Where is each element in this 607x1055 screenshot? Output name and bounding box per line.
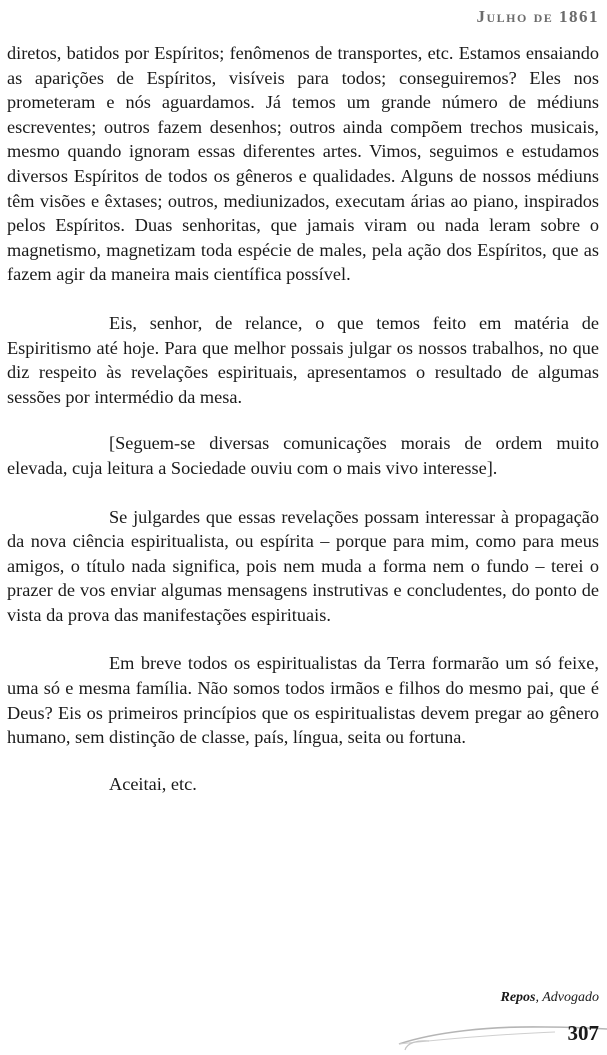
- page-number: 307: [567, 1021, 599, 1045]
- paragraph-4: Se julgardes que essas revelações possam interessar à propagação da nova ciência espiritualista, ou espírita – porque para mim, como para meus amigos, o título nada significa, pois nem muda a forma nem o fundo – terei o prazer de vos enviar algumas mensagens instrutivas e concludentes, do ponto de vista da prova das manifestações espirituais.: [7, 506, 599, 625]
- signature: [500, 990, 599, 1006]
- running-head: Julho de 1861: [476, 7, 599, 26]
- paragraph-6: Aceitai, etc.: [109, 773, 197, 794]
- paragraph-5: Em breve todos os espiritualistas da Terra formarão um só feixe, uma só e mesma família. Não somos todos irmãos e filhos do mesmo pai, que é Deus? Eis os primeiros princípios que os espiritualistas devem pregar ao gênero humano, sem distinção de classe, país, língua, seita ou fortuna.: [7, 653, 599, 748]
- paragraph-1: diretos, batidos por Espíritos; fenômenos de transportes, etc. Estamos ensaiando as aparições de Espíritos, visíveis para todos; conseguiremos? Eles nos prometeram e nós aguardamos. Já temos um grande número de médiuns escreventes; outros fazem desenhos; outros ainda compõem trechos musicais, mesmo quando ignoram essas diferentes artes. Vimos, seguimos e estudamos diversos Espíritos de todos os gêneros e qualidades. Alguns de nossos médiuns têm visões e êxtases; outros, mediunizados, executam árias ao piano, inspirados pelos Espíritos. Duas senhoritas, que jamais viram ou nada leram sobre o magnetismo, magnetizam toda espécie de males, pela ação dos Espíritos, que as fazem agir da maneira mais científica possível.: [7, 43, 599, 285]
- signature-title: , Advogado: [535, 990, 599, 1005]
- signature-name: Repos: [500, 990, 536, 1005]
- page-body: [7, 41, 599, 796]
- paragraph-2: Eis, senhor, de relance, o que temos feito em matéria de Espiritismo até hoje. Para que melhor possais julgar os nossos trabalhos, no que diz respeito às revelações espirituais, apresentamos o resultado de algumas sessões por intermédio da mesa.: [7, 312, 599, 407]
- paragraph-3: [Seguem-se diversas comunicações morais de ordem muito elevada, cuja leitura a Sociedade ouviu com o mais vivo interesse].: [7, 433, 599, 478]
